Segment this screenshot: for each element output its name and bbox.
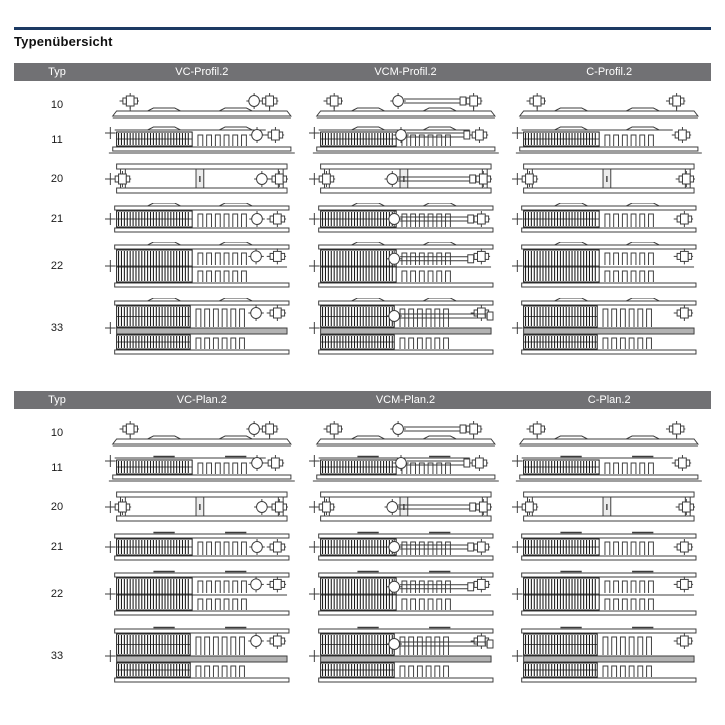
radiator-diagram-type-11-vc-profil [105, 124, 299, 156]
diagram-cell-vcm-plan-type-10 [304, 418, 508, 448]
radiator-diagram-type-20-vc-profil [105, 160, 299, 198]
diagram-cell-vcm-plan-type-22 [304, 570, 508, 618]
type-label: 22 [50, 588, 64, 600]
radiator-diagram-type-22-c-plan [512, 570, 706, 618]
table-row-type-11-profil [14, 124, 711, 156]
radiator-diagram-type-21-c-plan [512, 531, 706, 563]
table-body [14, 90, 711, 358]
radiator-diagram-type-20-vc-plan [105, 488, 299, 526]
diagram-cell-vc-plan-type-11 [100, 452, 304, 484]
radiator-diagram-type-33-vc-plan [105, 626, 299, 686]
diagram-cell-vcm-profil-type-11 [304, 124, 508, 156]
radiator-diagram-type-20-c-plan [512, 488, 706, 526]
radiator-diagram-type-11-vc-plan [105, 452, 299, 484]
diagram-cell-c-profil-type-11 [507, 124, 711, 156]
radiator-diagram-type-21-vcm-profil [309, 203, 503, 235]
type-label: 10 [50, 427, 64, 439]
diagram-cell-vc-plan-type-33 [100, 626, 304, 686]
radiator-diagram-type-21-vc-profil [105, 203, 299, 235]
radiator-diagram-type-21-vcm-plan [309, 531, 503, 563]
radiator-diagram-type-21-vc-plan [105, 531, 299, 563]
diagram-cell-c-profil-type-33 [507, 298, 711, 358]
radiator-diagram-type-20-vcm-profil [309, 160, 503, 198]
radiator-diagram-type-10-c-plan [512, 418, 706, 448]
diagram-cell-c-profil-type-21 [507, 203, 711, 235]
diagram-cell-vcm-profil-type-21 [304, 203, 508, 235]
diagram-cell-c-plan-type-33 [507, 626, 711, 686]
radiator-diagram-type-20-c-profil [512, 160, 706, 198]
radiator-diagram-type-33-vcm-profil [309, 298, 503, 358]
radiator-diagram-type-22-vc-plan [105, 570, 299, 618]
radiator-diagram-type-20-vcm-plan [309, 488, 503, 526]
diagram-cell-vc-profil-type-10 [100, 90, 304, 120]
table-header-bar [14, 391, 711, 409]
diagram-cell-vc-profil-type-22 [100, 242, 304, 290]
type-label: 10 [50, 99, 64, 111]
diagram-cell-vcm-plan-type-21 [304, 531, 508, 563]
radiator-diagram-type-22-c-profil [512, 242, 706, 290]
diagram-cell-vc-plan-type-21 [100, 531, 304, 563]
diagram-cell-vcm-profil-type-20 [304, 160, 508, 198]
diagram-cell-vc-profil-type-21 [100, 203, 304, 235]
diagram-cell-vcm-profil-type-22 [304, 242, 508, 290]
diagram-cell-vc-profil-type-20 [100, 160, 304, 198]
type-table-plan [14, 391, 711, 686]
page-title: Typenübersicht [14, 34, 113, 49]
column-header-vcm-profil: VCM-Profil.2 [374, 66, 437, 78]
radiator-diagram-type-33-vc-profil [105, 298, 299, 358]
diagram-cell-vc-profil-type-33 [100, 298, 304, 358]
radiator-diagram-type-10-vc-plan [105, 418, 299, 448]
table-row-type-20-plan [14, 488, 711, 526]
radiator-diagram-type-10-vcm-profil [309, 90, 503, 120]
table-row-type-33-plan [14, 626, 711, 686]
diagram-cell-c-plan-type-22 [507, 570, 711, 618]
table-row-type-11-plan [14, 452, 711, 484]
diagram-cell-c-plan-type-21 [507, 531, 711, 563]
table-row-type-21-plan [14, 531, 711, 563]
type-label: 21 [50, 541, 64, 553]
table-row-type-20-profil [14, 160, 711, 198]
radiator-diagram-type-21-c-profil [512, 203, 706, 235]
diagram-cell-vc-plan-type-20 [100, 488, 304, 526]
type-label: 20 [50, 173, 64, 185]
radiator-diagram-type-33-c-profil [512, 298, 706, 358]
radiator-diagram-type-11-vcm-profil [309, 124, 503, 156]
top-rule [14, 27, 711, 30]
type-label: 33 [50, 322, 64, 334]
column-header-typ: Typ [48, 66, 66, 78]
table-row-type-22-plan [14, 570, 711, 618]
table-row-type-10-plan [14, 418, 711, 448]
diagram-cell-c-profil-type-10 [507, 90, 711, 120]
diagram-cell-vcm-profil-type-33 [304, 298, 508, 358]
diagram-cell-vc-plan-type-10 [100, 418, 304, 448]
column-header-vcm-plan: VCM-Plan.2 [375, 394, 436, 406]
radiator-diagram-type-10-vcm-plan [309, 418, 503, 448]
column-header-c-profil: C-Profil.2 [586, 66, 633, 78]
radiator-diagram-type-11-c-plan [512, 452, 706, 484]
radiator-diagram-type-22-vc-profil [105, 242, 299, 290]
type-label: 20 [50, 501, 64, 513]
diagram-cell-c-profil-type-22 [507, 242, 711, 290]
diagram-cell-vc-profil-type-11 [100, 124, 304, 156]
radiator-diagram-type-33-c-plan [512, 626, 706, 686]
type-label: 33 [50, 650, 64, 662]
tables-container [14, 63, 711, 686]
radiator-diagram-type-22-vcm-profil [309, 242, 503, 290]
table-row-type-10-profil [14, 90, 711, 120]
radiator-diagram-type-33-vcm-plan [309, 626, 503, 686]
radiator-diagram-type-22-vcm-plan [309, 570, 503, 618]
column-header-vc-plan: VC-Plan.2 [176, 394, 227, 406]
table-header-bar [14, 63, 711, 81]
diagram-cell-vcm-plan-type-20 [304, 488, 508, 526]
table-row-type-33-profil [14, 298, 711, 358]
table-body [14, 418, 711, 686]
table-row-type-22-profil [14, 242, 711, 290]
type-label: 11 [51, 134, 63, 146]
type-label: 11 [51, 462, 63, 474]
diagram-cell-vcm-profil-type-10 [304, 90, 508, 120]
column-header-typ: Typ [48, 394, 66, 406]
column-header-vc-profil: VC-Profil.2 [175, 66, 229, 78]
diagram-cell-c-profil-type-20 [507, 160, 711, 198]
type-label: 21 [50, 213, 64, 225]
radiator-diagram-type-10-c-profil [512, 90, 706, 120]
diagram-cell-vcm-plan-type-11 [304, 452, 508, 484]
type-table-profil [14, 63, 711, 358]
table-row-type-21-profil [14, 203, 711, 235]
diagram-cell-c-plan-type-10 [507, 418, 711, 448]
diagram-cell-c-plan-type-11 [507, 452, 711, 484]
diagram-cell-vc-plan-type-22 [100, 570, 304, 618]
radiator-diagram-type-11-vcm-plan [309, 452, 503, 484]
radiator-diagram-type-10-vc-profil [105, 90, 299, 120]
diagram-cell-c-plan-type-20 [507, 488, 711, 526]
diagram-cell-vcm-plan-type-33 [304, 626, 508, 686]
radiator-diagram-type-11-c-profil [512, 124, 706, 156]
type-label: 22 [50, 260, 64, 272]
column-header-c-plan: C-Plan.2 [587, 394, 631, 406]
